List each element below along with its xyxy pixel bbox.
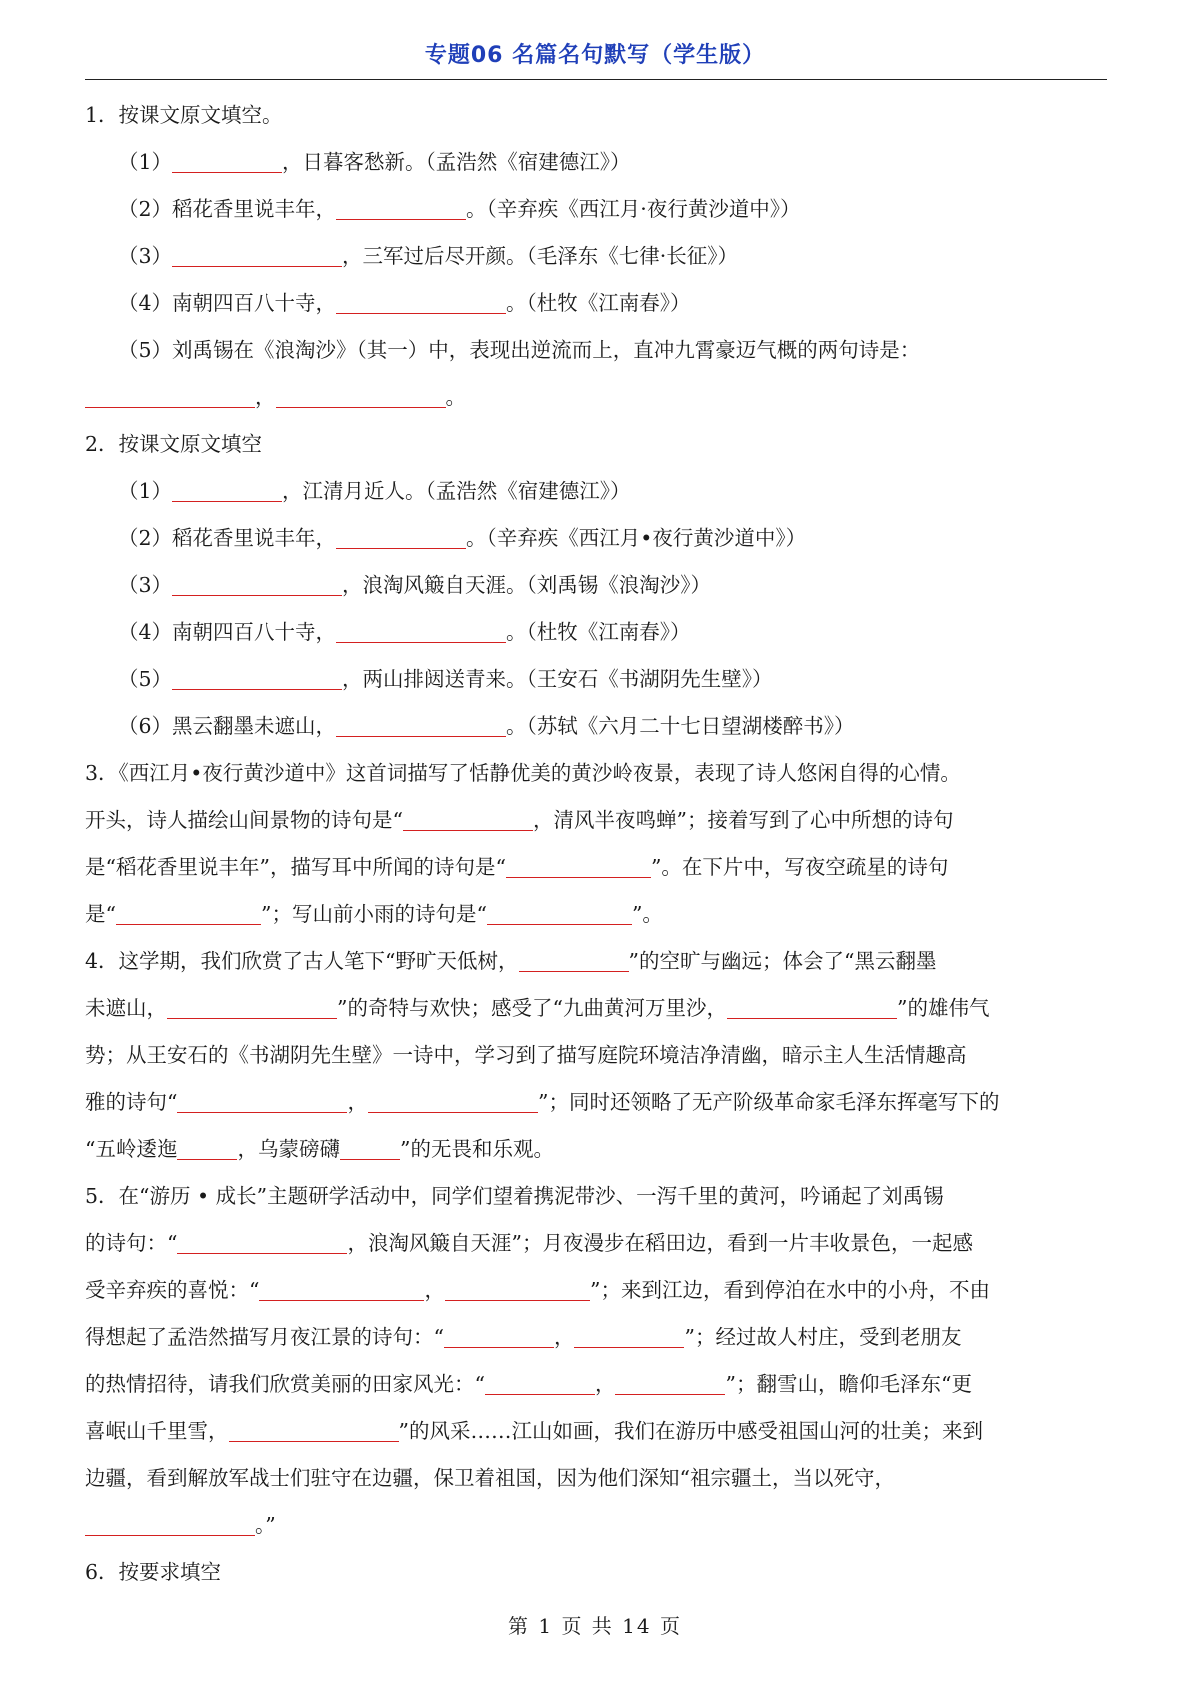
q5-blank-2[interactable] <box>259 1278 424 1301</box>
q5-text: ，浪淘风簸自天涯”；月夜漫步在稻田边，看到一片丰收景色，一起感 <box>347 1231 973 1255</box>
q1-item-3 <box>85 233 1107 280</box>
q2-item-2 <box>85 515 1107 562</box>
q2-item-2-blank[interactable] <box>336 526 466 549</box>
q2-item-4 <box>85 609 1107 656</box>
q5-text: ”；来到江边，看到停泊在水中的小舟，不由 <box>589 1278 990 1302</box>
q5-text: 的诗句：“ <box>85 1231 178 1255</box>
q3-text: 开头，诗人描绘山间景物的诗句是“ <box>85 808 403 832</box>
q4-text: ”的空旷与幽远；体会了“黑云翻墨 <box>628 949 937 973</box>
q5-text: 的热情招待，请我们欣赏美丽的田家风光：“ <box>85 1372 485 1396</box>
q4-blank-2[interactable] <box>167 996 337 1019</box>
q3-line-2 <box>85 797 1107 844</box>
q4-text: ”的奇特与欢快；感受了“九曲黄河万里沙， <box>337 996 727 1020</box>
q1-item-4-suffix: 。（杜牧《江南春》） <box>506 291 691 315</box>
q5-line-1: 5．在“游历 • 成长”主题研学活动中，同学们望着携泥带沙、一泻千里的黄河，吟诵起了刘禹锡 <box>85 1184 944 1208</box>
q5-line-8 <box>85 1502 1107 1549</box>
q2-item-3 <box>85 562 1107 609</box>
q1-item-3-suffix: ，三军过后尽开颜。（毛泽东《七律·长征》） <box>342 244 739 268</box>
q5-line-6 <box>85 1408 1107 1455</box>
q1-item-4-prefix: （4）南朝四百八十寺， <box>118 291 337 315</box>
q1-item-5-blank-1[interactable] <box>85 385 255 408</box>
q1-item-2-blank[interactable] <box>336 197 466 220</box>
q3-blank-4[interactable] <box>487 902 632 925</box>
q3-text: ，清风半夜鸣蝉”；接着写到了心中所想的诗句 <box>532 808 954 832</box>
q4-line-1 <box>85 938 1107 985</box>
q4-text: 雅的诗句“ <box>85 1090 178 1114</box>
q4-blank-4[interactable] <box>177 1090 347 1113</box>
q1-item-2-prefix: （2）稻花香里说丰年， <box>118 197 337 221</box>
q2-item-2-suffix: 。（辛弃疾《西江月•夜行黄沙道中》） <box>466 526 807 550</box>
q3-line-4 <box>85 891 1107 938</box>
q5-blank-6[interactable] <box>485 1372 595 1395</box>
q2-item-6-suffix: 。（苏轼《六月二十七日望湖楼醉书》） <box>506 714 855 738</box>
q3-text: ”。 <box>631 902 663 926</box>
q5-blank-1[interactable] <box>177 1231 347 1254</box>
q4-line-5 <box>85 1126 1107 1173</box>
q2-item-3-prefix: （3） <box>118 573 173 597</box>
q1-item-5-answer <box>85 374 1107 421</box>
q5-line-2 <box>85 1220 1107 1267</box>
q5-text: 受辛弃疾的喜悦：“ <box>85 1278 260 1302</box>
q1-item-5: （5）刘禹锡在《浪淘沙》（其一）中，表现出逆流而上，直冲九霄豪迈气概的两句诗是： <box>118 338 921 362</box>
q5-text: ， <box>553 1325 575 1349</box>
q5-line-3 <box>85 1267 1107 1314</box>
q3-text: ”；写山前小雨的诗句是“ <box>260 902 487 926</box>
q3-blank-1[interactable] <box>403 808 533 831</box>
q1-item-3-blank[interactable] <box>172 244 342 267</box>
q1-item-2-suffix: 。（辛弃疾《西江月·夜行黄沙道中》） <box>466 197 801 221</box>
q6-stem: 6．按要求填空 <box>85 1560 222 1584</box>
q3-text: 是“稻花香里说丰年”，描写耳中所闻的诗句是“ <box>85 855 506 879</box>
q4-blank-5[interactable] <box>368 1090 538 1113</box>
q5-line-5 <box>85 1361 1107 1408</box>
q2-item-6-prefix: （6）黑云翻墨未遮山， <box>118 714 337 738</box>
q3-line-3 <box>85 844 1107 891</box>
q1-item-4 <box>85 280 1107 327</box>
q1-item-1-prefix: （1） <box>118 150 173 174</box>
q4-blank-6[interactable] <box>177 1137 237 1160</box>
q2-item-1 <box>85 468 1107 515</box>
q2-item-5 <box>85 656 1107 703</box>
q2-item-1-suffix: ，江清月近人。（孟浩然《宿建德江》） <box>282 479 631 503</box>
q1-item-4-blank[interactable] <box>336 291 506 314</box>
q2-item-3-blank[interactable] <box>172 573 342 596</box>
q3-blank-3[interactable] <box>116 902 261 925</box>
q4-blank-7[interactable] <box>340 1137 400 1160</box>
q4-text: ”的无畏和乐观。 <box>399 1137 554 1161</box>
q2-item-5-suffix: ，两山排闼送青来。（王安石《书湖阴先生壁》） <box>342 667 773 691</box>
q1-item-2 <box>85 186 1107 233</box>
q1-stem: 1．按课文原文填空。 <box>85 103 283 127</box>
q2-item-4-suffix: 。（杜牧《江南春》） <box>506 620 691 644</box>
q3-text: 是“ <box>85 902 116 926</box>
page-number: 第 1 页 共 14 页 <box>508 1614 682 1638</box>
q2-item-6-blank[interactable] <box>336 714 506 737</box>
q4-text: 未遮山， <box>85 996 167 1020</box>
q4-line-4 <box>85 1079 1107 1126</box>
q1-item-5-separator: ， <box>255 385 276 409</box>
q2-item-5-blank[interactable] <box>172 667 342 690</box>
q3-line-1: 3．《西江月•夜行黄沙道中》这首词描写了恬静优美的黄沙岭夜景，表现了诗人悠闲自得的心情。 <box>85 761 961 785</box>
q5-text: ， <box>424 1278 445 1302</box>
q5-blank-9[interactable] <box>85 1513 255 1536</box>
q2-item-2-prefix: （2）稻花香里说丰年， <box>118 526 337 550</box>
q2-stem: 2．按课文原文填空 <box>85 432 263 456</box>
q1-item-3-prefix: （3） <box>118 244 173 268</box>
q5-text: ”；翻雪山，瞻仰毛泽东“更 <box>725 1372 972 1396</box>
q4-text: ， <box>347 1090 368 1114</box>
q1-item-5-blank-2[interactable] <box>276 385 446 408</box>
q2-item-1-blank[interactable] <box>172 479 282 502</box>
q4-blank-3[interactable] <box>727 996 897 1019</box>
q5-text: 得想起了孟浩然描写月夜江景的诗句：“ <box>85 1325 444 1349</box>
q4-text: ”的雄伟气 <box>896 996 990 1020</box>
q5-line-4 <box>85 1314 1107 1361</box>
q5-blank-5[interactable] <box>574 1325 684 1348</box>
q2-item-1-prefix: （1） <box>118 479 173 503</box>
document-body <box>85 92 1107 1596</box>
q4-line-2 <box>85 985 1107 1032</box>
q5-blank-4[interactable] <box>444 1325 554 1348</box>
q2-item-6 <box>85 703 1107 750</box>
page-title: 专题06 名篇名句默写（学生版） <box>424 43 766 68</box>
q5-text: 喜岷山千里雪， <box>85 1419 229 1443</box>
q5-blank-8[interactable] <box>229 1419 399 1442</box>
q2-item-4-blank[interactable] <box>336 620 506 643</box>
q1-item-1 <box>85 139 1107 186</box>
q4-text: ”；同时还领略了无产阶级革命家毛泽东挥毫写下的 <box>537 1090 1000 1114</box>
q1-item-1-suffix: ，日暮客愁新。（孟浩然《宿建德江》） <box>282 150 631 174</box>
q2-item-5-prefix: （5） <box>118 667 173 691</box>
q2-item-4-prefix: （4）南朝四百八十寺， <box>118 620 337 644</box>
q5-blank-3[interactable] <box>445 1278 590 1301</box>
q5-text: ， <box>594 1372 616 1396</box>
q1-item-5-end: 。 <box>445 385 466 409</box>
q3-blank-2[interactable] <box>506 855 651 878</box>
header-rule <box>85 79 1107 80</box>
q5-text: ”；经过故人村庄，受到老朋友 <box>684 1325 962 1349</box>
q4-blank-1[interactable] <box>519 949 629 972</box>
q5-text: 。” <box>255 1513 276 1537</box>
q4-text: “五岭逶迤 <box>85 1137 178 1161</box>
q2-item-3-suffix: ，浪淘风簸自天涯。（刘禹锡《浪淘沙》） <box>342 573 712 597</box>
q5-blank-7[interactable] <box>615 1372 725 1395</box>
q4-line-3: 势；从王安石的《书湖阴先生壁》一诗中，学习到了描写庭院环境洁净清幽，暗示主人生活情趣高 <box>85 1043 967 1067</box>
q4-text: ，乌蒙磅礴 <box>237 1137 340 1161</box>
q5-line-7: 边疆，看到解放军战士们驻守在边疆，保卫着祖国，因为他们深知“祖宗疆土，当以死守， <box>85 1466 895 1490</box>
q3-text: ”。在下片中，写夜空疏星的诗句 <box>650 855 949 879</box>
q5-text: ”的风采……江山如画，我们在游历中感受祖国山河的壮美；来到 <box>398 1419 983 1443</box>
q1-item-1-blank[interactable] <box>172 150 282 173</box>
q4-text: 4．这学期，我们欣赏了古人笔下“野旷天低树， <box>85 949 519 973</box>
